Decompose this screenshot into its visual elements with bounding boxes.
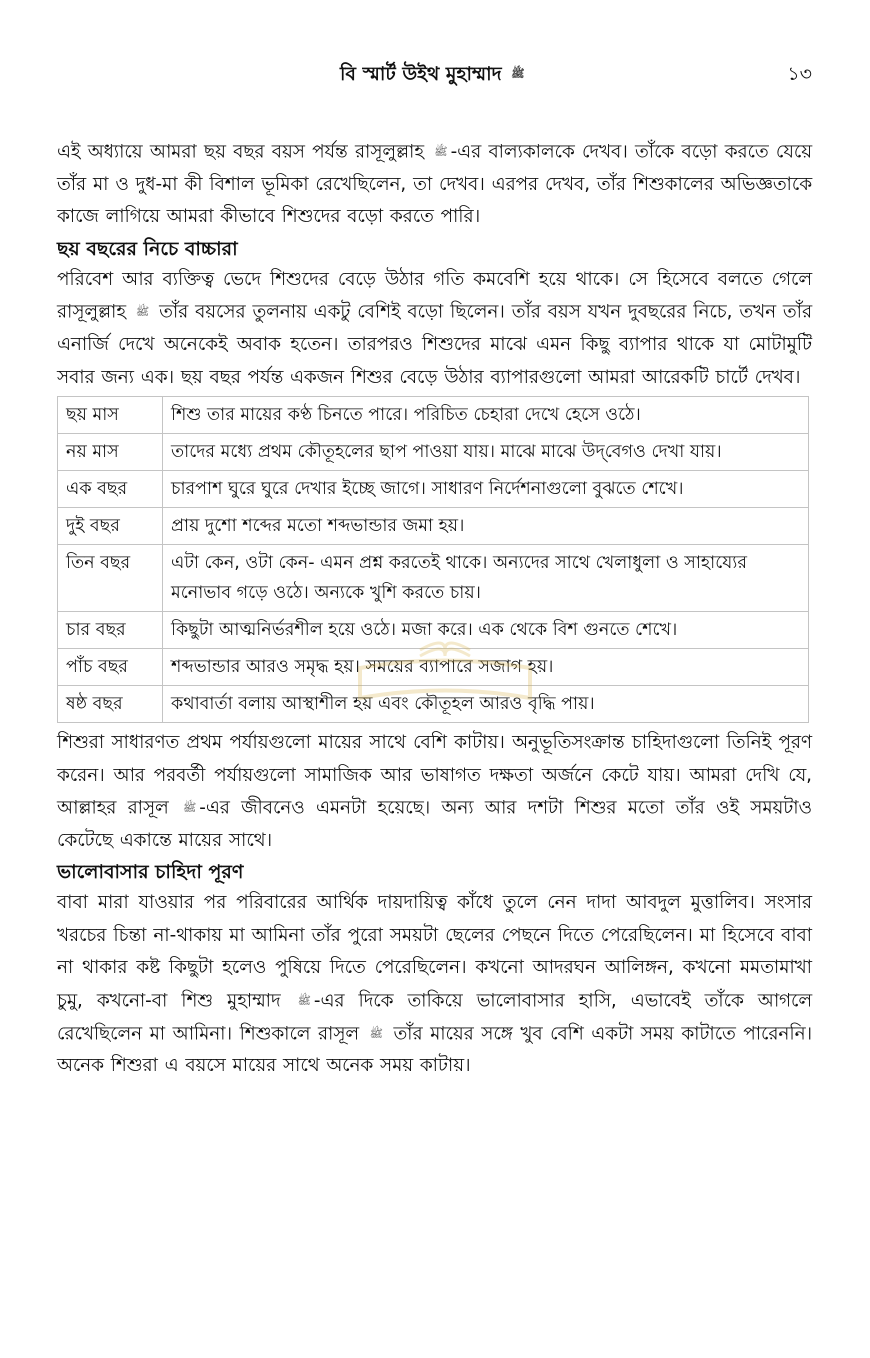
table-row <box>58 545 809 612</box>
description-cell: চারপাশ ঘুরে ঘুরে দেখার ইচ্ছে জাগে। সাধারণ নির্দেশনাগুলো বুঝতে শেখে। <box>163 471 809 508</box>
description-cell: এটা কেন, ওটা কেন- এমন প্রশ্ন করতেই থাকে। অন্যদের সাথে খেলাধুলা ও সাহায্যের মনোভাব গড়ে ওঠে। অন্যকে খুশি করতে চায়। <box>163 545 809 612</box>
honorific-icon: ﷺ <box>135 305 150 319</box>
honorific-icon: ﷺ <box>369 1026 383 1040</box>
section2-text-2: -এর দিকে তাকিয়ে ভালোবাসার হাসি, এভাবেই তাঁকে আগলে রেখেছিলেন মা আমিনা। শিশুকালে রাসূল <box>57 990 813 1044</box>
development-chart-table <box>57 396 809 723</box>
honorific-icon: ﷺ <box>511 66 525 80</box>
description-cell: কথাবার্তা বলায় আস্থাশীল হয় এবং কৌতূহল আরও বৃদ্ধি পায়। <box>163 686 809 723</box>
running-title <box>340 60 528 92</box>
age-cell: ছয় মাস <box>58 397 163 434</box>
section-heading-love-needs: ভালোবাসার চাহিদা পূরণ <box>57 861 244 884</box>
section2-paragraph <box>57 887 812 1083</box>
table-row <box>58 508 809 545</box>
running-title-text: বি স্মার্ট উইথ মুহাম্মাদ <box>340 63 502 85</box>
section-heading-under-six: ছয় বছরের নিচে বাচ্চারা <box>57 237 238 260</box>
description-cell: কিছুটা আত্মনির্ভরশীল হয়ে ওঠে। মজা করে। এক থেকে বিশ গুনতে শেখে। <box>163 612 809 649</box>
section1-para1-text-2: তাঁর বয়সের তুলনায় একটু বেশিই বড়ো ছিলেন। তাঁর বয়স যখন দুবছরের নিচে, তখন তাঁর এনার্জি দেখে অনেকেই অবাক হতেন। তারপরও শিশুদের মাঝে এমন কিছু ব্যাপার থাকে যা মোটামুটি সবার জন্য এক। ছয় বছর পর্যন্ত একজন শিশুর বেড়ে উঠার ব্যাপারগুলো আমরা আরেকটি চার্টে দেখব। <box>57 301 812 388</box>
description-cell: প্রায় দুশো শব্দের মতো শব্দভান্ডার জমা হয়। <box>163 508 809 545</box>
age-cell: পাঁচ বছর <box>58 649 163 686</box>
age-cell: ষষ্ঠ বছর <box>58 686 163 723</box>
intro-text-1: এই অধ্যায়ে আমরা ছয় বছর বয়স পর্যন্ত রাসূলুল্লাহ <box>57 141 424 163</box>
section2-text-3: তাঁর মায়ের সঙ্গে খুব বেশি একটা সময় কাটাতে পারেননি। অনেক শিশুরা এ বয়সে মায়ের সাথে অনেক সময় কাটায়। <box>57 1022 813 1077</box>
section1-para1-text-1: পরিবেশ আর ব্যক্তিত্ব ভেদে শিশুদের বেড়ে উঠার গতি কমবেশি হয়ে থাকে। সে হিসেবে বলতে গেলে রাসূলুল্লাহ <box>57 268 812 323</box>
description-cell: শিশু তার মায়ের কণ্ঠ চিনতে পারে। পরিচিত চেহারা দেখে হেসে ওঠে। <box>163 397 809 434</box>
section2-text-1: বাবা মারা যাওয়ার পর পরিবারের আর্থিক দায়দায়িত্ব কাঁধে তুলে নেন দাদা আবদুল মুত্তালিব। সংসার খরচের চিন্তা না-থাকায় মা আমিনা তাঁর পুরো সময়টা ছেলের পেছনে দিতে পেরেছিলেন। মা হিসেবে বাবা না থাকার কষ্ট কিছুটা হলেও পুষিয়ে দিতে পেরেছিলেন। কখনো আদরঘন আলিঙ্গন, কখনো মমতামাখা চুমু, কখনো-বা শিশু মুহাম্মাদ <box>57 892 812 1011</box>
section1-paragraph-1 <box>57 264 812 394</box>
intro-paragraph <box>57 136 812 234</box>
honorific-icon: ﷺ <box>434 145 448 158</box>
description-cell: তাদের মধ্যে প্রথম কৌতূহলের ছাপ পাওয়া যায়। মাঝে মাঝে উদ্‌বেগও দেখা যায়। <box>163 434 809 471</box>
table-row <box>58 434 809 471</box>
table-row <box>58 397 809 434</box>
description-cell: শব্দভান্ডার আরও সমৃদ্ধ হয়। সময়ের ব্যাপারে সজাগ হয়। <box>163 649 809 686</box>
section1-paragraph-2 <box>57 727 812 857</box>
table-row <box>58 471 809 508</box>
age-cell: তিন বছর <box>58 545 163 612</box>
age-cell: চার বছর <box>58 612 163 649</box>
table-row <box>58 612 809 649</box>
section1-para2-text-2: -এর জীবনেও এমনটা হয়েছে। অন্য আর দশটা শিশুর মতো তাঁর ওই সময়টাও কেটেছে একান্তে মায়ের সাথে। <box>57 797 812 851</box>
page-header <box>0 58 870 92</box>
age-cell: এক বছর <box>58 471 163 508</box>
age-cell: নয় মাস <box>58 434 163 471</box>
table-row <box>58 686 809 723</box>
age-cell: দুই বছর <box>58 508 163 545</box>
intro-text-2: -এর বাল্যকালকে দেখব। তাঁকে বড়ো করতে যেয়ে তাঁর মা ও দুধ-মা কী বিশাল ভূমিকা রেখেছিলেন, তা দেখব। এরপর দেখব, তাঁর শিশুকালের অভিজ্ঞতাকে কাজে লাগিয়ে আমরা কীভাবে শিশুদের বড়ো করতে পারি। <box>57 141 812 228</box>
honorific-icon: ﷺ <box>183 801 197 814</box>
honorific-icon: ﷺ <box>297 993 311 1007</box>
table-row <box>58 649 809 686</box>
page-content <box>57 136 812 1083</box>
page-number: ১৩ <box>787 63 812 85</box>
section1-para2-text-1: শিশুরা সাধারণত প্রথম পর্যায়গুলো মায়ের সাথে বেশি কাটায়। অনুভূতিসংক্রান্ত চাহিদাগুলো তিনিই পূরণ করেন। আর পরবর্তী পর্যায়গুলো সামাজিক আর ভাষাগত দক্ষতা অর্জনে কেটে যায়। আমরা দেখি যে, আল্লাহর রাসূল <box>57 732 812 819</box>
